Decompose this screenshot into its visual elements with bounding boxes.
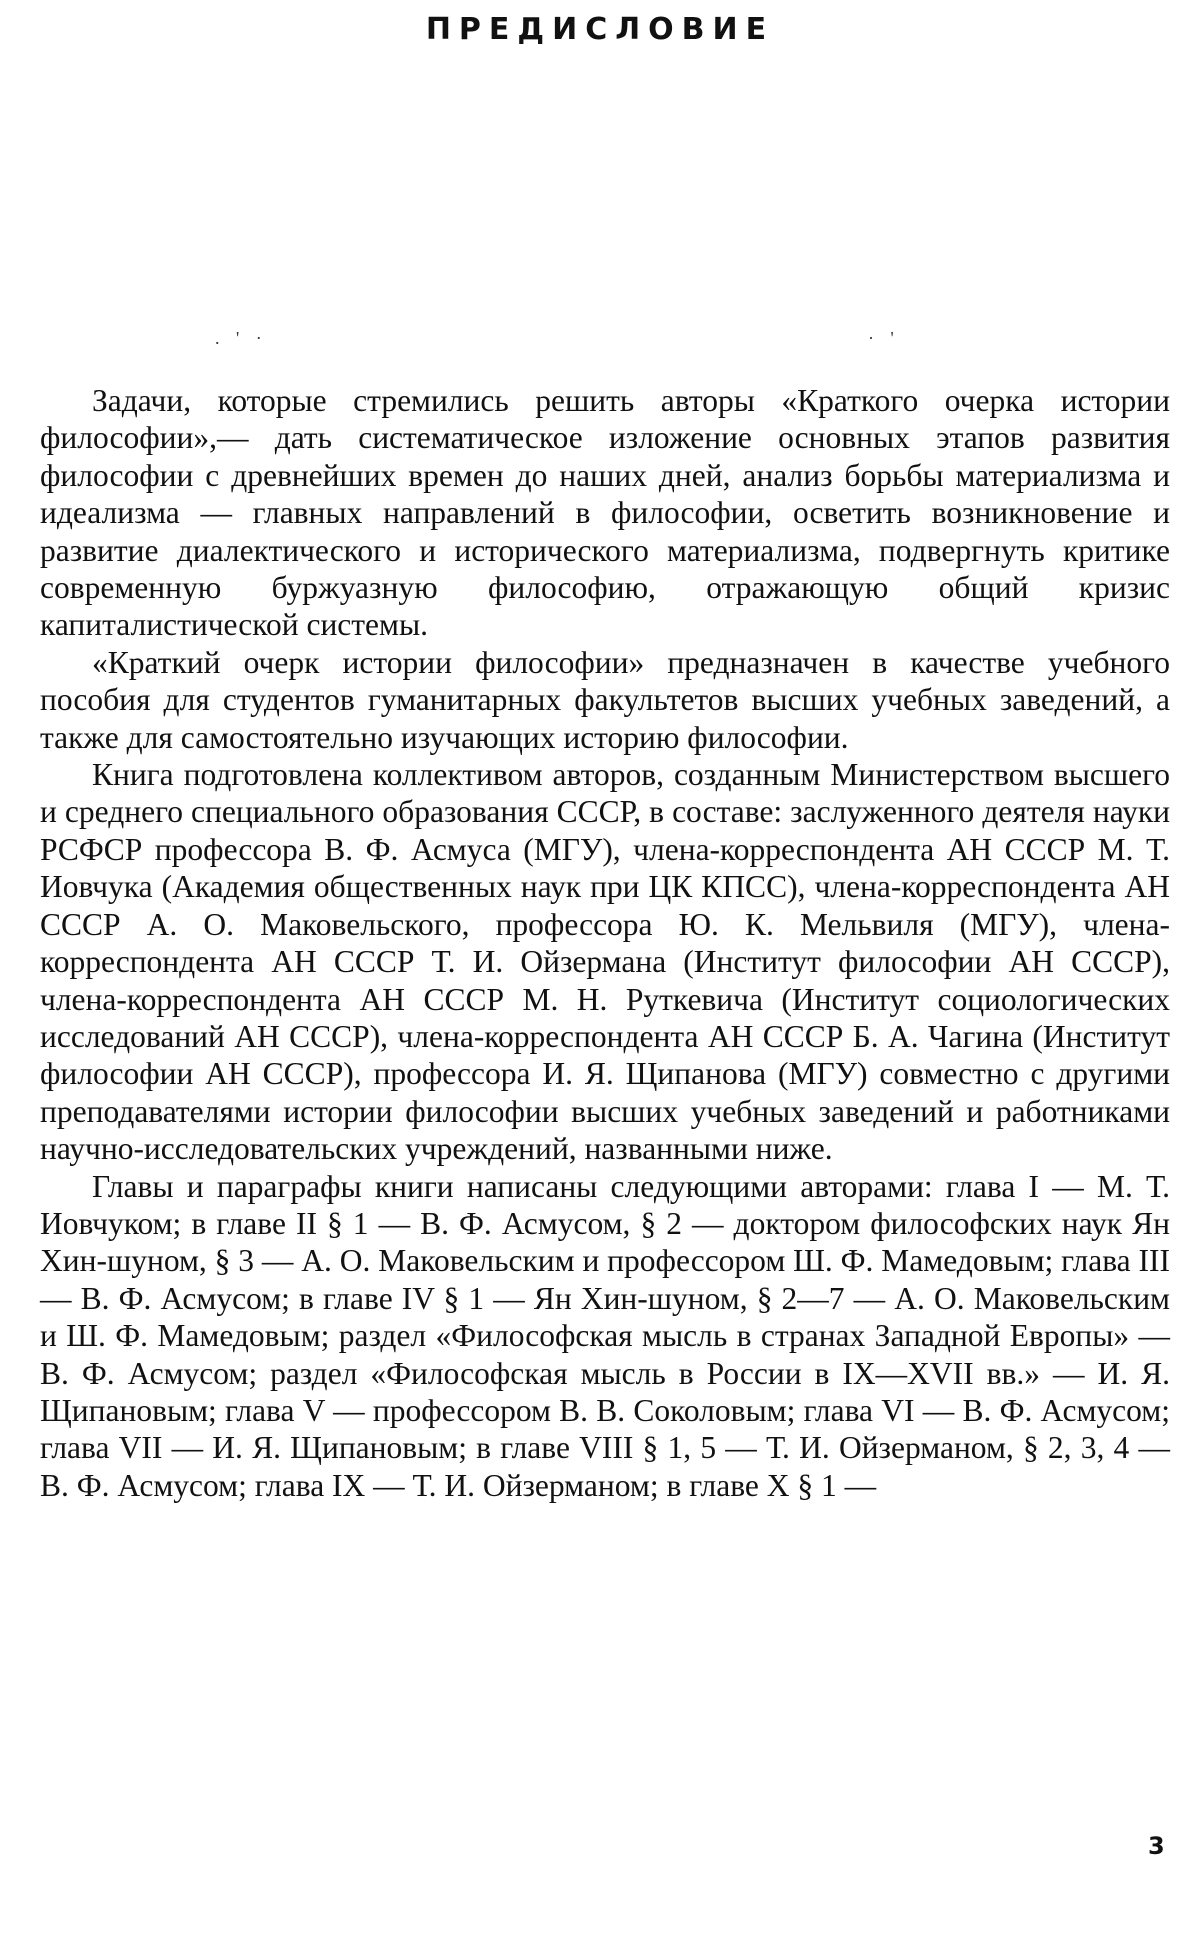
paragraph: «Краткий очерк истории философии» предназначен в качестве учебного пособия для студентов гуманитарных факультетов высших учебных заведений, а также для самостоятельно изучающих историю философии. [40,644,1170,755]
paragraph: Задачи, которые стремились решить авторы «Краткого очерка истории философии»,— дать систематическое изложение основных этапов развития философии с древнейших времен до наших дней, анализ борьбы материализма и идеализма — главных направлений в философии, осветить возникновение и развитие диалектического и исторического материализма, подвергнуть критике современную буржуазную философию, отражающую общий кризис капиталистической системы. [40,383,1170,643]
print-speck-mark: . ' · [215,328,268,348]
paragraph: Книга подготовлена коллективом авторов, созданным Министерством высшего и среднего специального образования СССР, в составе: заслуженного деятеля науки РСФСР профессора В. Ф. Асмуса (МГУ), члена-корреспондента АН СССР М. Т. Иовчука (Академия общественных наук при ЦК КПСС), члена-корреспондента АН СССР А. О. Маковельского, профессора Ю. К. Мельвиля (МГУ), члена-корреспондента АН СССР Т. И. Ойзермана (Институт философии АН СССР), члена-корреспондента АН СССР М. Н. Руткевича (Институт социологических исследований АН СССР), члена-корреспондента АН СССР Б. А. Чагина (Институт философии АН СССР), профессора И. Я. Щипанова (МГУ) совместно с другими преподавателями истории философии высших учебных заведений и работниками научно-исследовательских учреждений, названными ниже. [40,757,1170,1167]
print-speck-mark: · ' [868,328,900,348]
page-title: ПРЕДИСЛОВИЕ [425,12,775,47]
body-text [40,382,1170,1504]
paragraph: Главы и параграфы книги написаны следующими авторами: глава I — М. Т. Иовчуком; в главе II § 1 — В. Ф. Асмусом, § 2 — доктором философских наук Ян Хин-шуном, § 3 — А. О. Маковельским и профессором Ш. Ф. Мамедовым; глава III — В. Ф. Асмусом; в главе IV § 1 — Ян Хин-шуном, § 2—7 — А. О. Маковельским и Ш. Ф. Мамедовым; раздел «Философская мысль в странах Западной Европы» — В. Ф. Асмусом; раздел «Философская мысль в России в IX—XVII вв.» — И. Я. Щипановым; глава V — профессором В. В. Соколовым; глава VI — В. Ф. Асмусом; глава VII — И. Я. Щипановым; в главе VIII § 1, 5 — Т. И. Ойзерманом, § 2, 3, 4 — В. Ф. Асмусом; глава IX — Т. И. Ойзерманом; в главе X § 1 — [40,1168,1170,1503]
page-number: 3 [1148,1832,1165,1860]
